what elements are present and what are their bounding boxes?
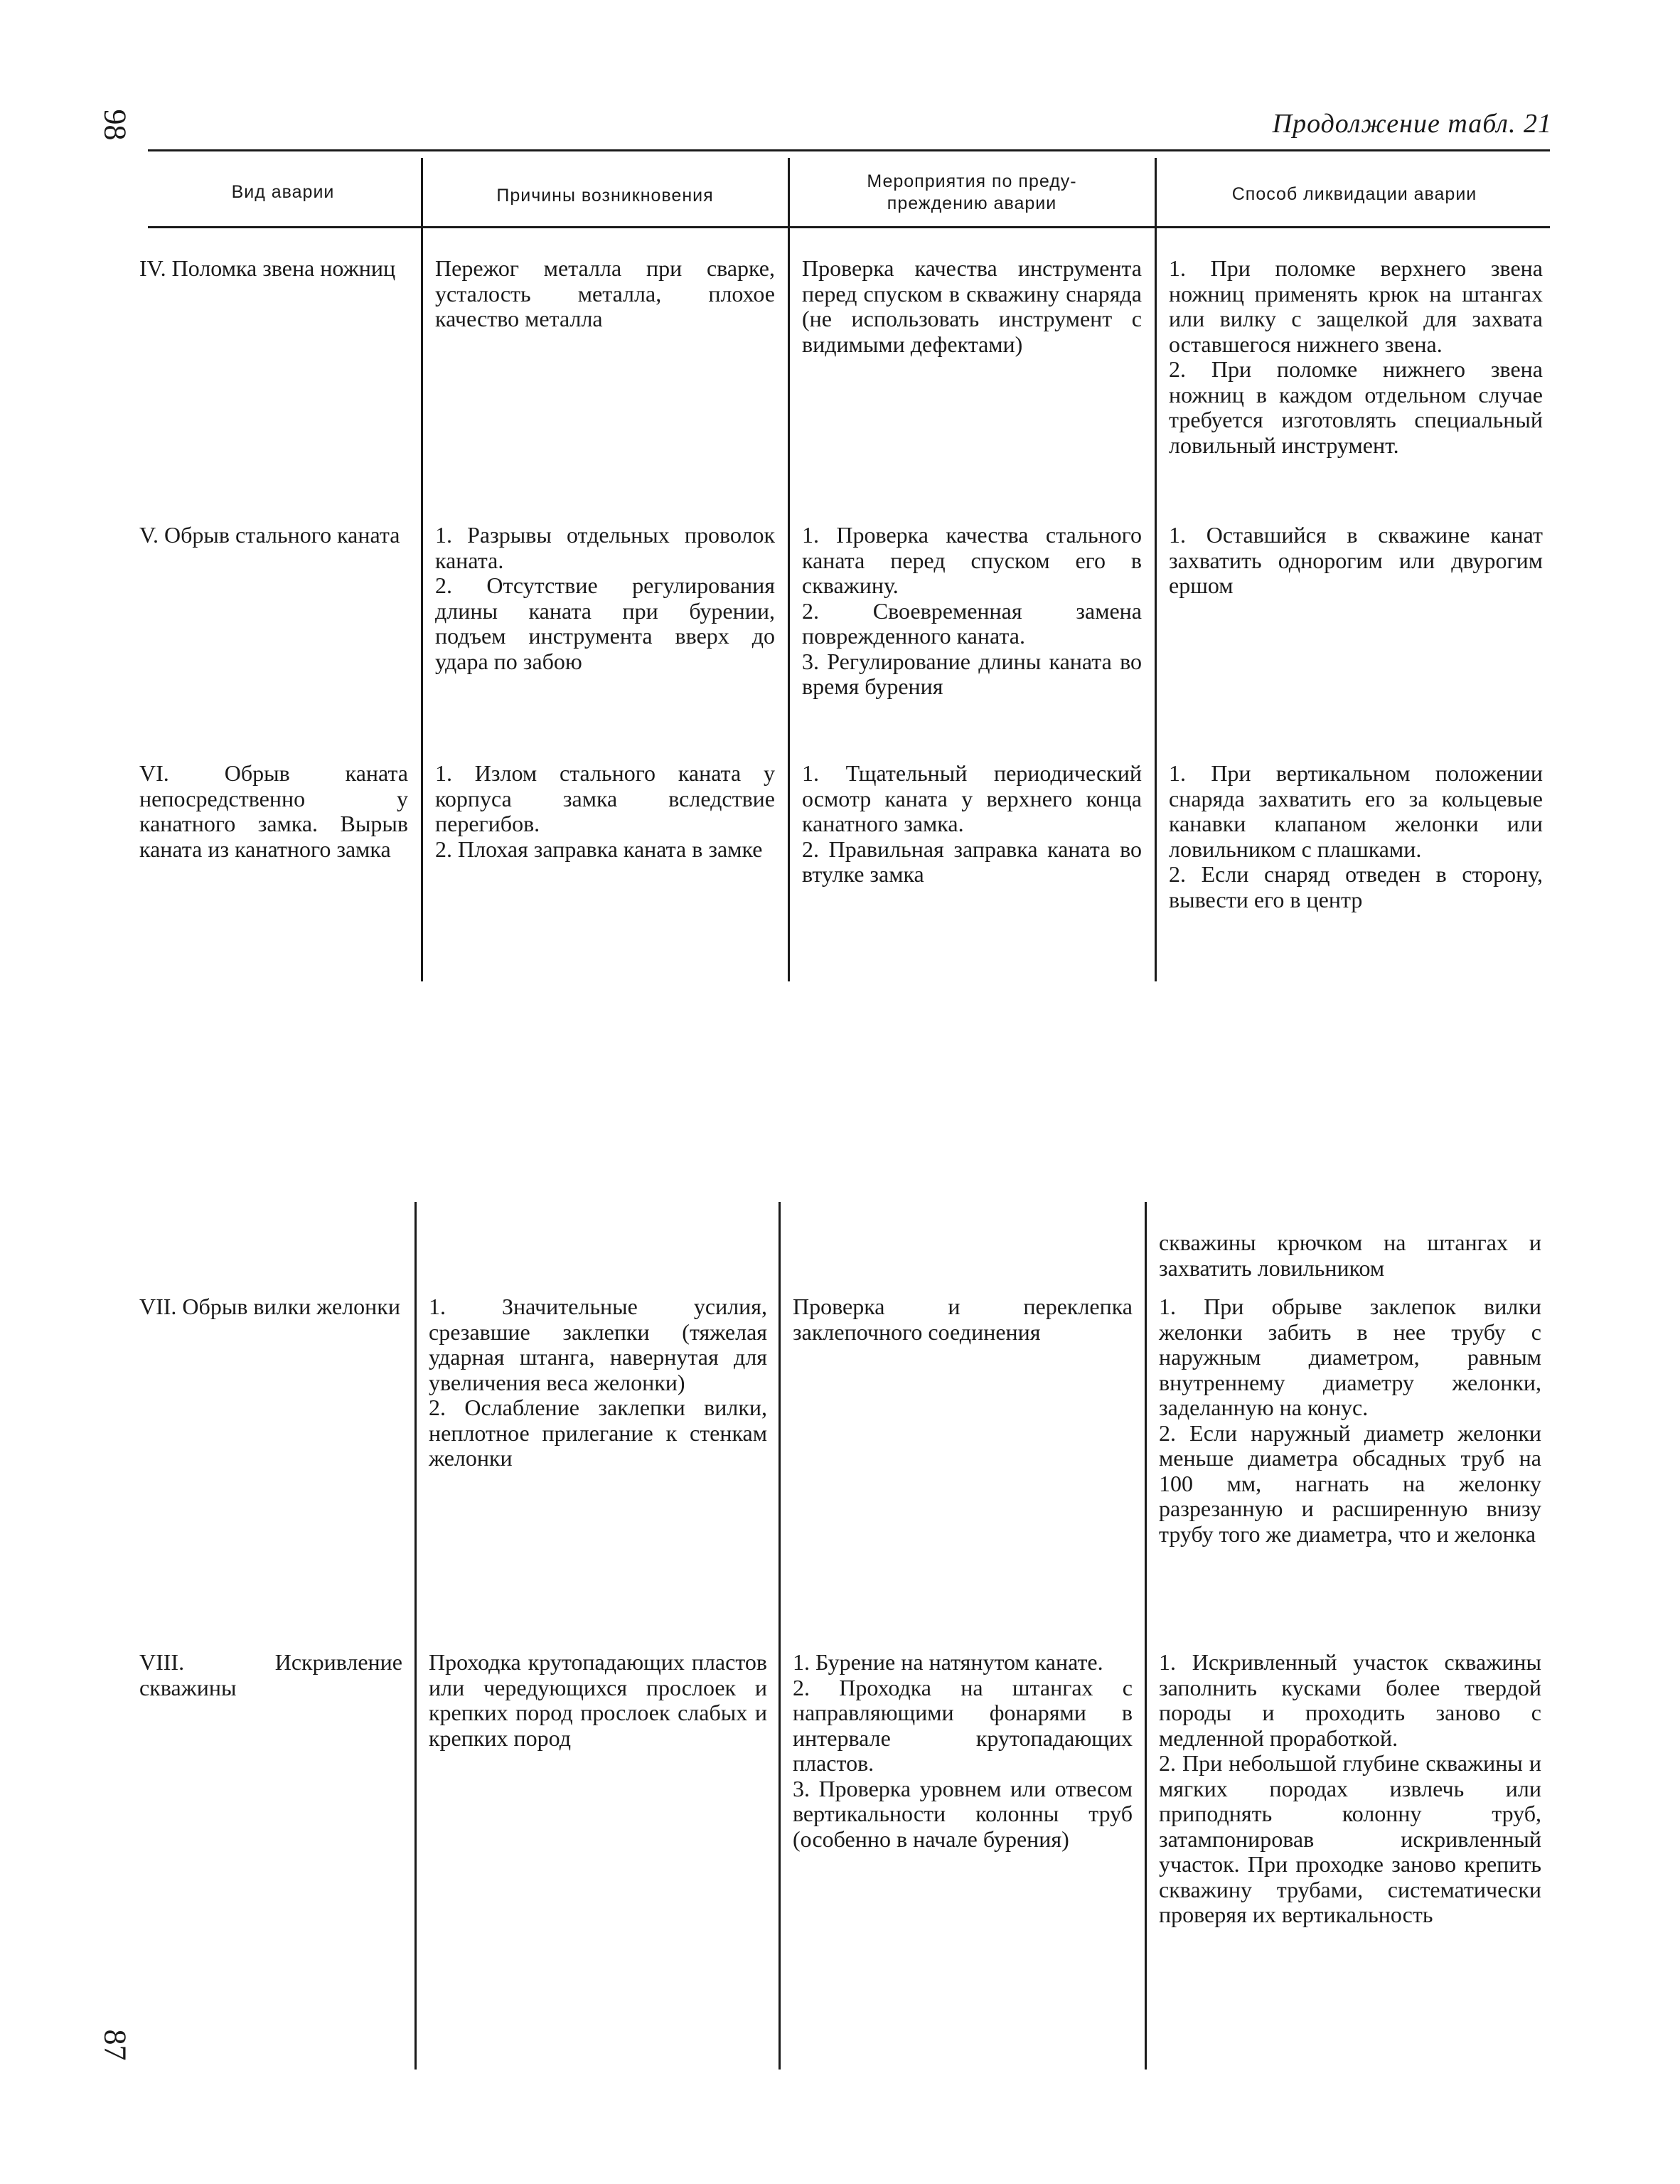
row-8-liquidation <box>1159 1650 1541 1928</box>
row-5-causes <box>435 523 775 674</box>
continuation-title: Продолжение табл. 21 <box>1272 109 1552 139</box>
row-6-cause-2: 2. Плохая заправка каната в замке <box>435 836 763 862</box>
row-5-prevention-1: 1. Проверка качества стального каната перед спуском его в скважину. <box>802 522 1142 598</box>
row-8-type: VIII. Искривление скважины <box>139 1649 402 1700</box>
page-number-top: 98 <box>97 109 133 141</box>
row-8-liquidation-1: 1. Искривленный участок скважины заполнить кусками более твердой породы и проходить заново с медленной проработкой. <box>1159 1649 1541 1751</box>
row-6-liquidation-carryover: скважины крючком на штангах и захватить ловильником <box>1159 1230 1541 1281</box>
header-liquidation: Способ ликвидации аварии <box>1231 184 1477 204</box>
row-8-cause-1: Проходка крутопадающих пластов или чередующихся прослоек и крепких пород прослоек слабых и крепких пород <box>429 1649 767 1751</box>
row-5-type: V. Обрыв стального каната <box>139 522 400 548</box>
header-causes: Причины возникновения <box>496 186 714 206</box>
row-5-prevention <box>802 523 1142 700</box>
row-4-type: IV. Поломка звена ножниц <box>139 255 396 281</box>
row-7-liquidation-1: 1. При обрыве заклепок вилки желонки забить в нее трубу с наружным диаметром, равным внутреннему диаметру желонки, заделанную на конус. <box>1159 1294 1541 1420</box>
row-8-prevention-2: 2. Проходка на штангах с направляющими фонарями в интервале крутопадающих пластов. <box>793 1674 1133 1776</box>
row-7-prevention-1: Проверка и переклепка заклепочного соединения <box>793 1294 1133 1345</box>
row-6-liquidation-2: 2. Если снаряд отведен в сторону, вывести его в центр <box>1169 861 1543 912</box>
row-8-prevention-1: 1. Бурение на натянутом канате. <box>793 1649 1103 1675</box>
row-5-liquidation-1: 1. Оставшийся в скважине канат захватить однорогим или двурогим ершом <box>1169 522 1543 598</box>
table-top-rule <box>148 149 1550 151</box>
row-6-prevention-1: 1. Тщательный периодический осмотр каната у верхнего конца канатного замка. <box>802 760 1142 836</box>
row-6-prevention <box>802 761 1142 888</box>
row-4-cause-1: Пережог металла при сварке, усталость металла, плохое качество металла <box>435 255 775 331</box>
row-6-liquidation <box>1169 761 1543 912</box>
row-6-type: VI. Обрыв каната непосредственно у канатного замка. Вырыв каната из канатного замка <box>139 760 408 862</box>
row-4-liquidation-1: 1. При поломке верхнего звена ножниц применять крюк на штангах или вилку с защелкой для захвата оставшегося нижнего звена. <box>1169 255 1543 357</box>
header-bottom-rule <box>148 226 1550 228</box>
row-4-prevention-1: Проверка качества инструмента перед спуском в скважину снаряда (не использовать инструмент с видимыми дефектами) <box>802 255 1142 357</box>
row-8-liquidation-2: 2. При небольшой глубине скважины и мягких породах извлечь или приподнять колонну труб, затампонировав искривленный участок. При проходке заново крепить скважину трубами, систематически проверяя их вертикальность <box>1159 1750 1541 1927</box>
col-separator-2-top <box>788 158 790 981</box>
row-4-causes <box>435 256 775 332</box>
row-7-liquidation-2: 2. Если наружный диаметр желонки меньше диаметра обсадных труб на 100 мм, нагнать на желонку разрезанную и расширенную внизу трубу того же диаметра, что и желонка <box>1159 1419 1541 1547</box>
row-6-liquidation-1: 1. При вертикальном положении снаряда захватить его за кольцевые канавки клапаном желонки или ловильником с плашками. <box>1169 760 1543 862</box>
row-8-causes <box>429 1650 767 1751</box>
row-5-prevention-3: 3. Регулирование длины каната во время бурения <box>802 648 1142 699</box>
header-accident-type: Вид аварии <box>231 182 335 202</box>
col-separator-2-bottom <box>779 1202 781 2070</box>
row-6-prevention-2: 2. Правильная заправка каната во втулке замка <box>802 836 1142 887</box>
row-6-causes <box>435 761 775 862</box>
row-5-prevention-2: 2. Своевременная замена поврежденного каната. <box>802 597 1142 649</box>
row-5-cause-1: 1. Разрывы отдельных проволок каната. <box>435 522 775 573</box>
row-7-cause-2: 2. Ослабление заклепки вилки, неплотное прилегание к стенкам желонки <box>429 1395 767 1471</box>
row-8-prevention-3: 3. Проверка уровнем или отвесом вертикальности колонны труб (особенно в начале бурения) <box>793 1775 1133 1852</box>
col-separator-3-bottom <box>1145 1202 1147 2070</box>
row-6-cause-1: 1. Излом стального каната у корпуса замка вследствие перегибов. <box>435 760 775 836</box>
row-5-cause-2: 2. Отсутствие регулирования длины каната при бурении, подъем инструмента вверх до удара по забою <box>435 572 775 674</box>
row-7-prevention <box>793 1294 1133 1345</box>
row-7-causes <box>429 1294 767 1471</box>
page-number-bottom: 87 <box>97 2029 133 2061</box>
col-separator-1-bottom <box>414 1202 417 2070</box>
col-separator-3-top <box>1155 158 1157 981</box>
row-4-liquidation-2: 2. При поломке нижнего звена ножниц в каждом отдельном случае требуется изготовлять специальный ловильный инструмент. <box>1169 356 1543 458</box>
row-4-prevention <box>802 256 1142 357</box>
row-7-type: VII. Обрыв вилки желонки <box>139 1294 400 1319</box>
row-5-liquidation <box>1169 523 1543 599</box>
row-7-cause-1: 1. Значительные усилия, срезавшие заклепки (тяжелая ударная штанга, навернутая для увеличения веса желонки) <box>429 1294 767 1395</box>
row-8-prevention <box>793 1650 1133 1852</box>
col-separator-1-top <box>421 158 423 981</box>
row-7-liquidation <box>1159 1294 1541 1547</box>
header-prevention: Мероприятия по преду- преждению аварии <box>867 171 1077 214</box>
row-4-liquidation <box>1169 256 1543 458</box>
